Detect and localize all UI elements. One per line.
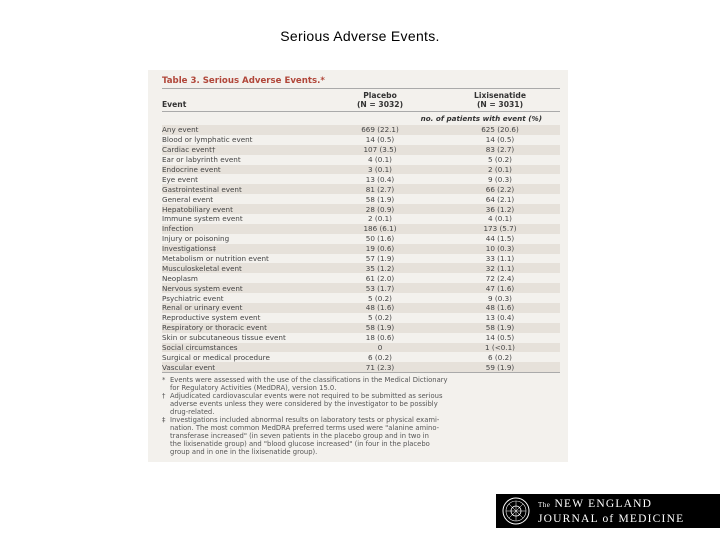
row-lixisenatide-value: 66 (2.2) <box>485 184 515 194</box>
row-placebo-value: 35 (1.2) <box>365 263 395 273</box>
row-lixisenatide-value: 625 (20.6) <box>481 125 519 135</box>
row-placebo-value: 3 (0.1) <box>368 165 392 174</box>
row-event: Surgical or medical procedure <box>162 352 270 362</box>
row-event: Reproductive system event <box>162 313 261 323</box>
logo-line1: NEW ENGLAND <box>554 498 653 510</box>
row-lixisenatide-value: 10 (0.3) <box>485 244 515 254</box>
header-placebo-label: Placebo <box>363 91 397 100</box>
row-lixisenatide-value: 14 (0.5) <box>485 333 515 343</box>
row-placebo-value: 5 (0.2) <box>368 293 392 303</box>
row-placebo-value: 81 (2.7) <box>365 184 395 194</box>
row-event: Ear or labyrinth event <box>162 155 241 165</box>
table-row <box>162 234 560 244</box>
row-lixisenatide-value: 59 (1.9) <box>485 362 515 372</box>
row-event: Metabolism or nutrition event <box>162 254 269 264</box>
row-lixisenatide-value: 33 (1.1) <box>485 254 515 264</box>
row-placebo-value: 61 (2.0) <box>365 273 395 283</box>
table-row <box>162 204 560 214</box>
table-row <box>162 194 560 204</box>
row-lixisenatide-value: 72 (2.4) <box>485 273 515 283</box>
row-placebo-value: 4 (0.1) <box>368 155 392 165</box>
table-row <box>162 352 560 362</box>
table-row <box>162 174 560 184</box>
adverse-events-table <box>148 70 568 462</box>
row-lixisenatide-value: 58 (1.9) <box>485 323 515 333</box>
row-lixisenatide-value: 64 (2.1) <box>485 194 515 204</box>
row-lixisenatide-value: 83 (2.7) <box>485 145 515 155</box>
table-row <box>162 362 560 372</box>
row-lixisenatide-value: 9 (0.3) <box>488 174 512 184</box>
table-footnotes <box>162 373 560 456</box>
footnote-symbol: * <box>162 376 166 385</box>
row-lixisenatide-value: 1 (<0.1) <box>485 343 515 353</box>
row-event: Injury or poisoning <box>162 234 230 244</box>
header-placebo-n: (N = 3032) <box>356 100 404 109</box>
row-lixisenatide-value: 14 (0.5) <box>485 135 515 145</box>
row-event: Endocrine event <box>162 165 221 174</box>
row-placebo-value: 57 (1.9) <box>365 254 395 264</box>
row-lixisenatide-value: 4 (0.1) <box>488 214 512 224</box>
row-lixisenatide-value: 48 (1.6) <box>485 303 515 313</box>
table-subheader: no. of patients with event (%) <box>420 114 542 123</box>
table-row <box>162 303 560 313</box>
header-lixisenatide-n: (N = 3031) <box>476 100 524 109</box>
table-row <box>162 323 560 333</box>
table-row <box>162 333 560 343</box>
row-event: Renal or urinary event <box>162 303 243 313</box>
table-row <box>162 145 560 155</box>
row-placebo-value: 5 (0.2) <box>368 313 392 323</box>
table-row <box>162 135 560 145</box>
nejm-logo <box>496 494 720 528</box>
table-row <box>162 224 560 234</box>
row-placebo-value: 18 (0.6) <box>365 333 395 343</box>
footnote-symbol: † <box>162 392 166 401</box>
row-event: Any event <box>162 125 199 135</box>
row-event: Hepatobiliary event <box>162 204 233 214</box>
row-placebo-value: 2 (0.1) <box>368 214 392 224</box>
row-placebo-value: 14 (0.5) <box>365 135 395 145</box>
row-placebo-value: 19 (0.6) <box>365 244 395 254</box>
table-row <box>162 125 560 135</box>
header-placebo <box>320 91 440 109</box>
row-lixisenatide-value: 36 (1.2) <box>485 204 515 214</box>
row-lixisenatide-value: 9 (0.3) <box>488 293 512 303</box>
row-lixisenatide-value: 13 (0.4) <box>485 313 515 323</box>
table-caption-label: Table 3. <box>162 76 200 86</box>
table-caption-text: Serious Adverse Events.* <box>202 76 325 86</box>
table-row <box>162 165 560 175</box>
row-lixisenatide-value: 2 (0.1) <box>488 165 512 174</box>
row-lixisenatide-value: 173 (5.7) <box>483 224 517 234</box>
table-row <box>162 155 560 165</box>
logo-prefix: The <box>538 501 551 509</box>
table-row <box>162 263 560 273</box>
row-event: Immune system event <box>162 214 243 224</box>
row-lixisenatide-value: 5 (0.2) <box>488 155 512 165</box>
row-event: General event <box>162 194 214 204</box>
row-event: Investigations‡ <box>162 244 216 254</box>
row-placebo-value: 107 (3.5) <box>363 145 397 155</box>
table-row <box>162 273 560 283</box>
row-placebo-value: 13 (0.4) <box>365 174 395 184</box>
header-lixisenatide <box>440 91 560 109</box>
footnote-symbol: ‡ <box>162 416 166 425</box>
row-event: Skin or subcutaneous tissue event <box>162 333 286 343</box>
row-lixisenatide-value: 47 (1.6) <box>485 283 515 293</box>
row-event: Infection <box>162 224 194 234</box>
row-event: Blood or lymphatic event <box>162 135 253 145</box>
row-placebo-value: 669 (22.1) <box>361 125 399 135</box>
row-event: Psychiatric event <box>162 293 224 303</box>
row-event: Nervous system event <box>162 283 243 293</box>
table-row <box>162 283 560 293</box>
row-placebo-value: 28 (0.9) <box>365 204 395 214</box>
slide-title: Serious Adverse Events. <box>280 28 440 44</box>
header-event: Event <box>162 100 187 109</box>
row-event: Respiratory or thoracic event <box>162 323 267 333</box>
header-lixisenatide-label: Lixisenatide <box>474 91 526 100</box>
row-event: Cardiac event† <box>162 145 216 155</box>
row-placebo-value: 50 (1.6) <box>365 234 395 244</box>
nejm-seal-icon <box>502 497 530 525</box>
logo-line2: JOURNAL of MEDICINE <box>538 513 685 525</box>
footnote <box>162 376 560 392</box>
row-lixisenatide-value: 44 (1.5) <box>485 234 515 244</box>
row-placebo-value: 71 (2.3) <box>365 362 395 372</box>
footnote-text: Investigations included abnormal results on laboratory tests or physical exami- nation. The most common MedDRA preferred terms used were "alanine amino- transferase increased" (in seven patients in the placebo group and in two in the lixisenatide group) and "blood glucose increased" (in four in the placebo group and in one in the lixisenatide group). <box>170 416 440 457</box>
table-row <box>162 184 560 194</box>
row-placebo-value: 58 (1.9) <box>365 194 395 204</box>
row-placebo-value: 53 (1.7) <box>365 283 395 293</box>
row-lixisenatide-value: 6 (0.2) <box>488 352 512 362</box>
table-row <box>162 244 560 254</box>
row-event: Gastrointestinal event <box>162 184 242 194</box>
row-placebo-value: 48 (1.6) <box>365 303 395 313</box>
table-header <box>162 89 560 111</box>
row-placebo-value: 0 <box>377 343 383 353</box>
row-event: Social circumstances <box>162 343 238 353</box>
nejm-wordmark <box>538 497 684 526</box>
row-event: Musculoskeletal event <box>162 263 242 273</box>
footnote-text: Adjudicated cardiovascular events were not required to be submitted as serious adverse events unless they were considered by the investigator to be possibly drug-related. <box>170 392 443 417</box>
row-event: Eye event <box>162 174 198 184</box>
table-row <box>162 293 560 303</box>
row-event: Vascular event <box>162 362 216 372</box>
table-body <box>162 125 560 372</box>
footnote <box>162 416 560 456</box>
row-placebo-value: 6 (0.2) <box>368 352 392 362</box>
table-row <box>162 254 560 264</box>
row-placebo-value: 58 (1.9) <box>365 323 395 333</box>
table-row <box>162 313 560 323</box>
footnote-text: Events were assessed with the use of the classifications in the Medical Dictionary for Regulatory Activities (MedDRA), version 15.0. <box>170 376 448 393</box>
row-event: Neoplasm <box>162 273 198 283</box>
footnote <box>162 392 560 416</box>
row-lixisenatide-value: 32 (1.1) <box>485 263 515 273</box>
table-row <box>162 343 560 353</box>
table-caption <box>162 76 560 86</box>
row-placebo-value: 186 (6.1) <box>363 224 397 234</box>
table-row <box>162 214 560 224</box>
